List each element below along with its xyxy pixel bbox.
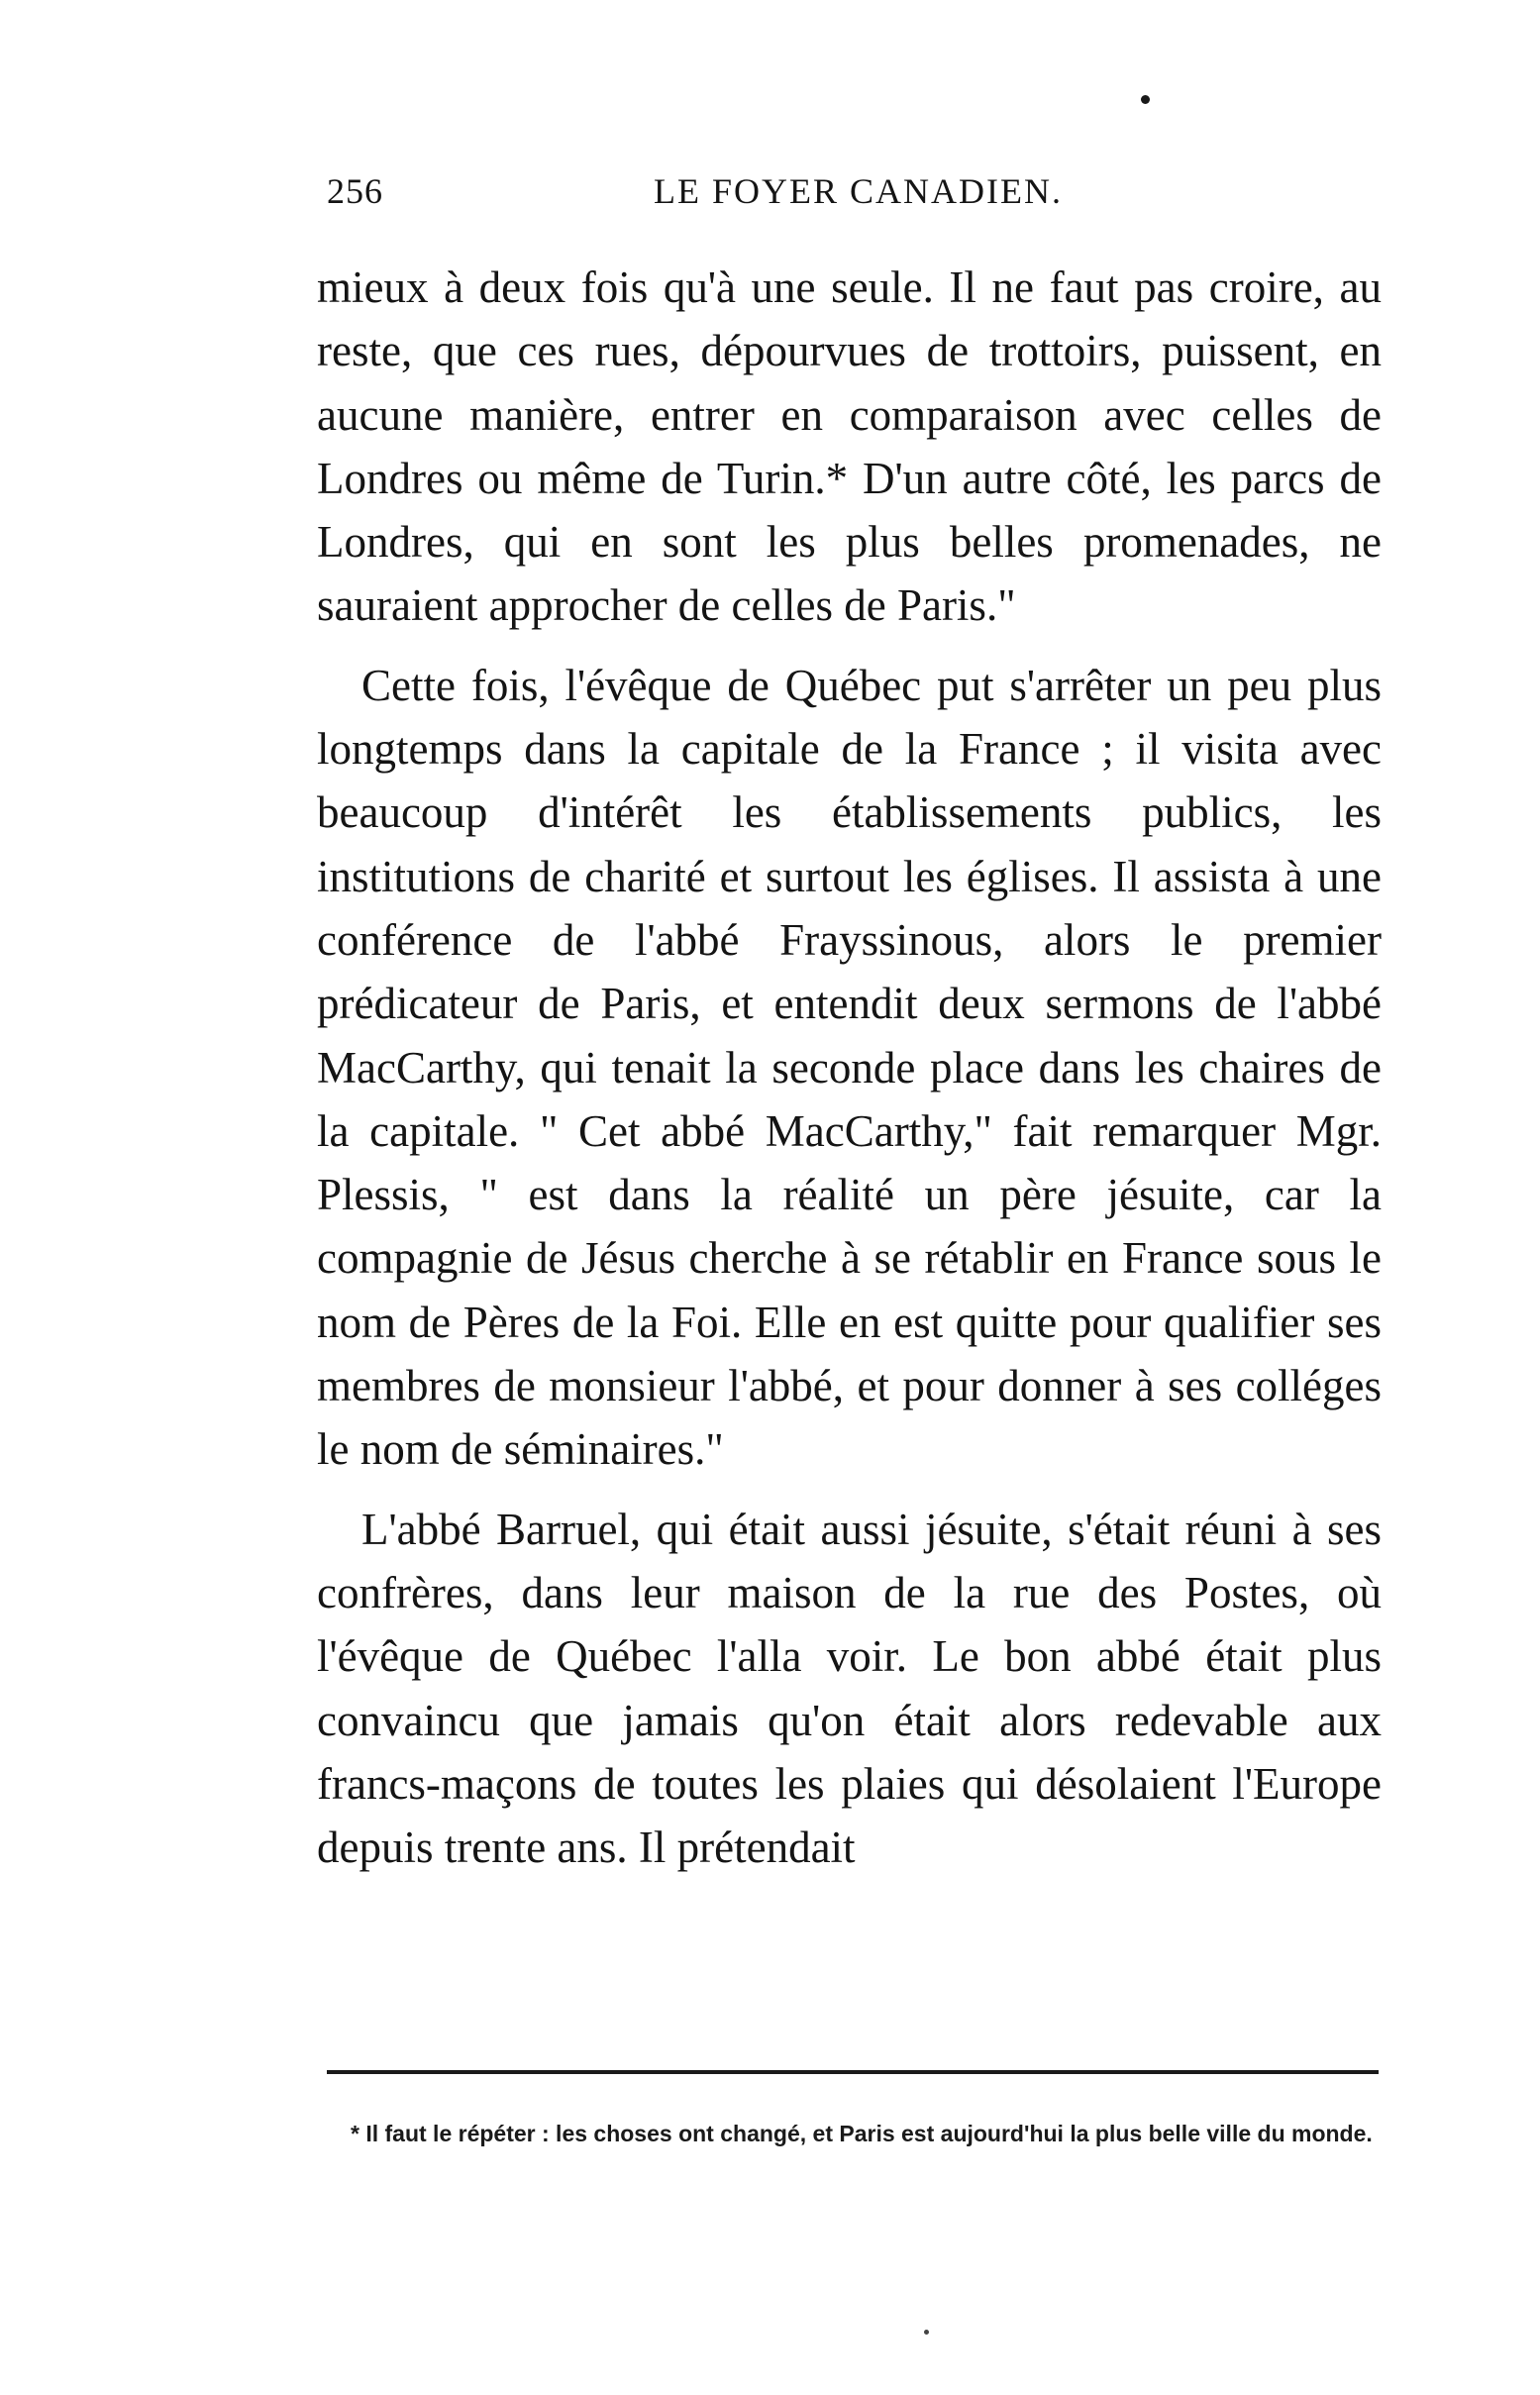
body-text [317,256,1382,1879]
paragraph-1: mieux à deux fois qu'à une seule. Il ne faut pas croire, au reste, que ces rues, dépourvues de trottoirs, puissent, en aucune manière, entrer en comparaison avec celles de Londres ou même de Turin.* D'un autre côté, les parcs de Londres, qui en sont les plus belles promenades, ne sauraient approcher de celles de Paris." [317,262,1382,631]
page-header [327,170,1377,230]
paragraph-3: L'abbé Barruel, qui était aussi jésuite, s'était réuni à ses confrères, dans leur maison de la rue des Postes, où l'évêque de Québec l'alla voir. Le bon abbé était plus convaincu que jamais qu'on était alors redevable aux francs-maçons de toutes les plaies qui désolaient l'Europe depuis trente ans. Il prétendait [317,1504,1382,1873]
ink-speck-bottom [924,2330,929,2335]
footnote-divider [327,2070,1379,2074]
page-number: 256 [327,171,383,211]
ink-speck [1141,95,1150,104]
footnote: * Il faut le répéter : les choses ont changé, et Paris est aujourd'hui la plus belle ville du monde. [351,2121,1373,2146]
running-title: LE FOYER CANADIEN. [654,171,1063,211]
paragraph-2: Cette fois, l'évêque de Québec put s'arrêter un peu plus longtemps dans la capitale de la France ; il visita avec beaucoup d'intérêt les établissements publics, les institutions de charité et surtout les églises. Il assista à une conférence de l'abbé Frayssinous, alors le premier prédicateur de Paris, et entendit deux sermons de l'abbé MacCarthy, qui tenait la seconde place dans les chaires de la capitale. " Cet abbé MacCarthy," fait remarquer Mgr. Plessis, " est dans la réalité un père jésuite, car la compagnie de Jésus cherche à se rétablir en France sous le nom de Pères de la Foi. Elle en est quitte pour qualifier ses membres de monsieur l'abbé, et pour donner à ses colléges le nom de séminaires." [317,660,1382,1475]
